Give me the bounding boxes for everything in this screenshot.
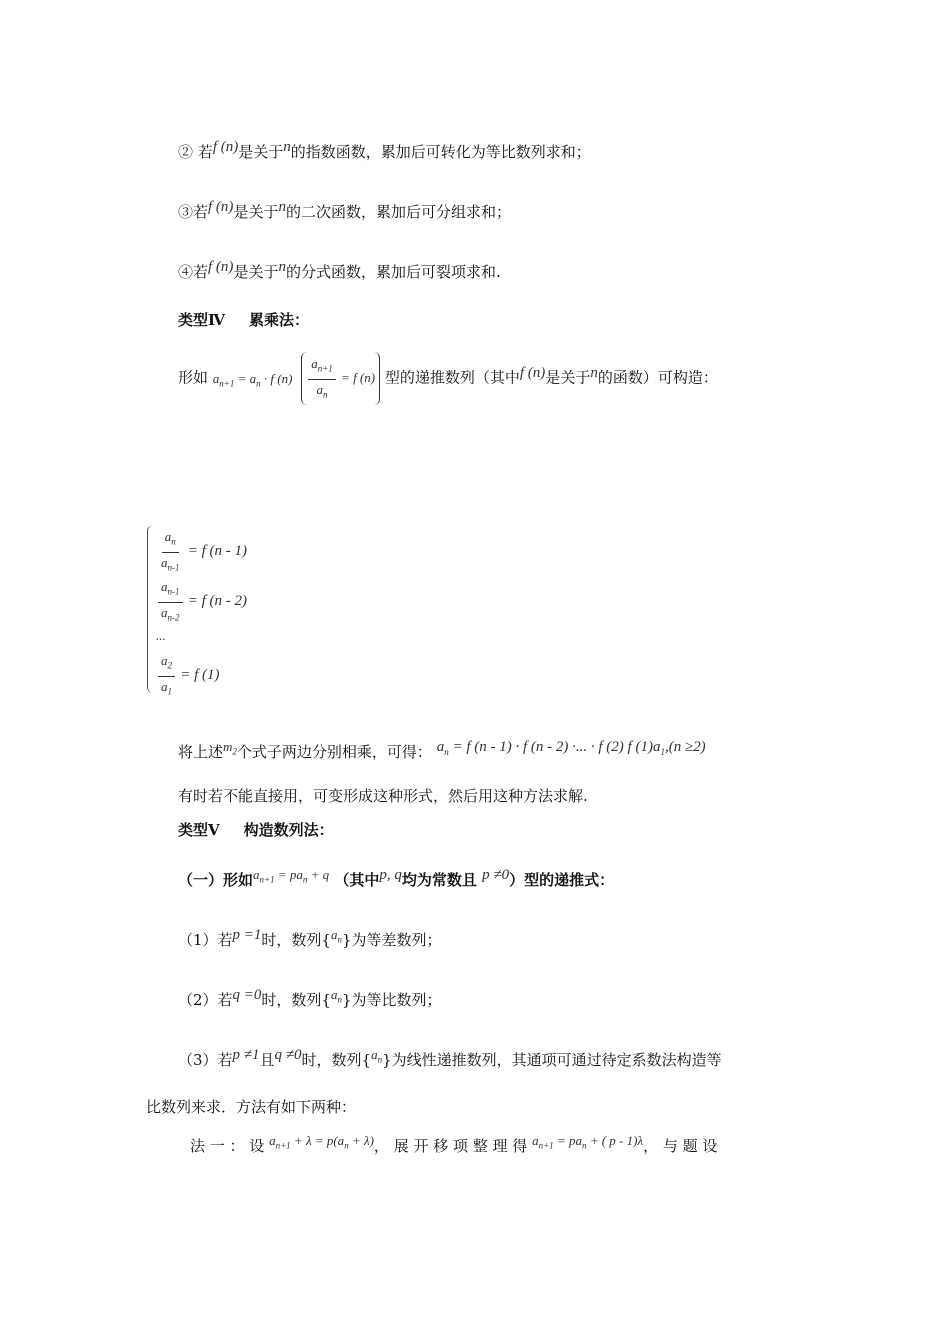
cond: q =0: [232, 987, 262, 1003]
text: （2）若: [178, 991, 233, 1009]
text: 时，数列{: [261, 931, 331, 949]
var-pq: p, q: [379, 867, 402, 883]
form4-line: [178, 352, 718, 407]
text: （一）形如: [178, 871, 254, 889]
line-exponential: [178, 139, 591, 163]
case-1: [178, 927, 442, 956]
f-of-n: f (n): [519, 364, 546, 381]
circled-4: ④若: [178, 263, 209, 281]
formula-1: $a_{n+1} + \lambda = p(a_n + \lambda)$: [269, 1133, 374, 1151]
a-n: $a_n$: [330, 927, 342, 945]
formula: $a_{n+1} = pa_n + q$: [253, 867, 330, 885]
text: }为等差数列；: [341, 931, 442, 949]
text: ， 与 题 设: [643, 1137, 718, 1155]
cond2: q ≠0: [274, 1047, 302, 1063]
a-n: $a_n$: [330, 987, 342, 1005]
note-line: 有时若不能直接用，可变形成这种形式，然后用这种方法求解.: [178, 787, 588, 805]
eq-row-4: $\frac{a_2}{a_1}$ = f (1): [156, 652, 220, 700]
var-n: n: [590, 364, 598, 381]
text: 是关于: [233, 203, 279, 221]
method-1: [190, 1133, 718, 1162]
cond: p =1: [232, 927, 262, 943]
var-n: n: [278, 199, 286, 215]
text: 的分式函数，累加后可裂项求和.: [285, 263, 501, 281]
text: 型的递推数列（其中: [384, 368, 520, 387]
text: 的指数函数，累加后可转化为等比数列求和；: [290, 143, 591, 161]
text: }为等比数列；: [341, 991, 442, 1009]
formula-2: $a_{n+1} = pa_n$ + ( p - 1)λ: [532, 1133, 644, 1151]
text: 是关于: [545, 368, 591, 387]
multiply-line: [178, 739, 706, 768]
formula: $a_{n+1} = a_n \cdot f$ (n): [212, 370, 293, 389]
text: 将上述: [178, 743, 224, 761]
cond-p: p ≠0: [482, 867, 510, 883]
line-quadratic: [178, 199, 511, 223]
text: 时，数列{: [301, 1051, 372, 1069]
form5-line: [178, 867, 615, 896]
text: }为线性递推数列，其通项可通过待定系数法构造等: [382, 1051, 722, 1069]
var-n: n: [278, 259, 286, 275]
type5-label: 类型Ⅴ: [178, 821, 220, 839]
text: 是关于: [238, 143, 284, 161]
text: 的函数）可构造：: [597, 368, 718, 387]
text: 均为常数且: [401, 871, 477, 889]
system-brace: [147, 525, 154, 693]
f-of-n: f (n): [212, 139, 239, 155]
type5-heading: [178, 820, 334, 840]
text: （3）若: [178, 1051, 233, 1069]
var-n: n: [283, 139, 291, 155]
text: 形如: [178, 368, 209, 387]
f-of-n: f (n): [208, 199, 234, 215]
f-of-n: f (n): [208, 259, 234, 275]
var-m: $m_2$: [223, 739, 237, 757]
type5-name: 构造数列法：: [243, 821, 334, 839]
line-fractional: [178, 259, 501, 283]
a-n: $a_n$: [371, 1047, 383, 1065]
eq-row-ellipsis: ...: [156, 628, 166, 643]
case-2: [178, 987, 442, 1016]
circled-3: ③若: [178, 203, 209, 221]
text: 时，数列{: [261, 991, 331, 1009]
text: （其中: [334, 871, 380, 889]
type4-label: 类型Ⅳ: [178, 311, 226, 329]
eq-row-2: $\frac{a_{n-1}}{a_{n-2}}$ = f (n - 2): [156, 578, 247, 626]
eq-row-1: $\frac{a_n}{a_{n-1}}$ = f (n - 1): [161, 529, 248, 573]
cond1: p ≠1: [232, 1047, 260, 1063]
text: 法 一 ： 设: [190, 1137, 265, 1155]
type4-heading: [178, 310, 309, 330]
text: 个式子两边分别相乘，可得：: [236, 743, 432, 761]
text: 且: [259, 1051, 275, 1069]
text: ， 展 开 移 项 整 理 得: [373, 1137, 528, 1155]
case-3: [178, 1047, 722, 1076]
text: 的二次函数，累加后可分组求和；: [285, 203, 511, 221]
product-formula: $a_n = f$ (n - 1) · f (n - 2) ·... · f (2) f $(1)a_1,(n \ge 2)$: [436, 739, 706, 757]
ratio-paren: $\frac{a_{n+1}}{a_n}$ = f (n): [301, 352, 380, 405]
type4-name: 累乘法：: [249, 311, 310, 329]
text-ruo: 若: [197, 143, 213, 161]
text: 是关于: [233, 263, 279, 281]
circled-2: ②: [178, 143, 194, 161]
text: （1）若: [178, 931, 233, 949]
case-3-continued: 比数列来求．方法有如下两种：: [146, 1098, 357, 1116]
text: ）型的递推式：: [509, 871, 615, 889]
